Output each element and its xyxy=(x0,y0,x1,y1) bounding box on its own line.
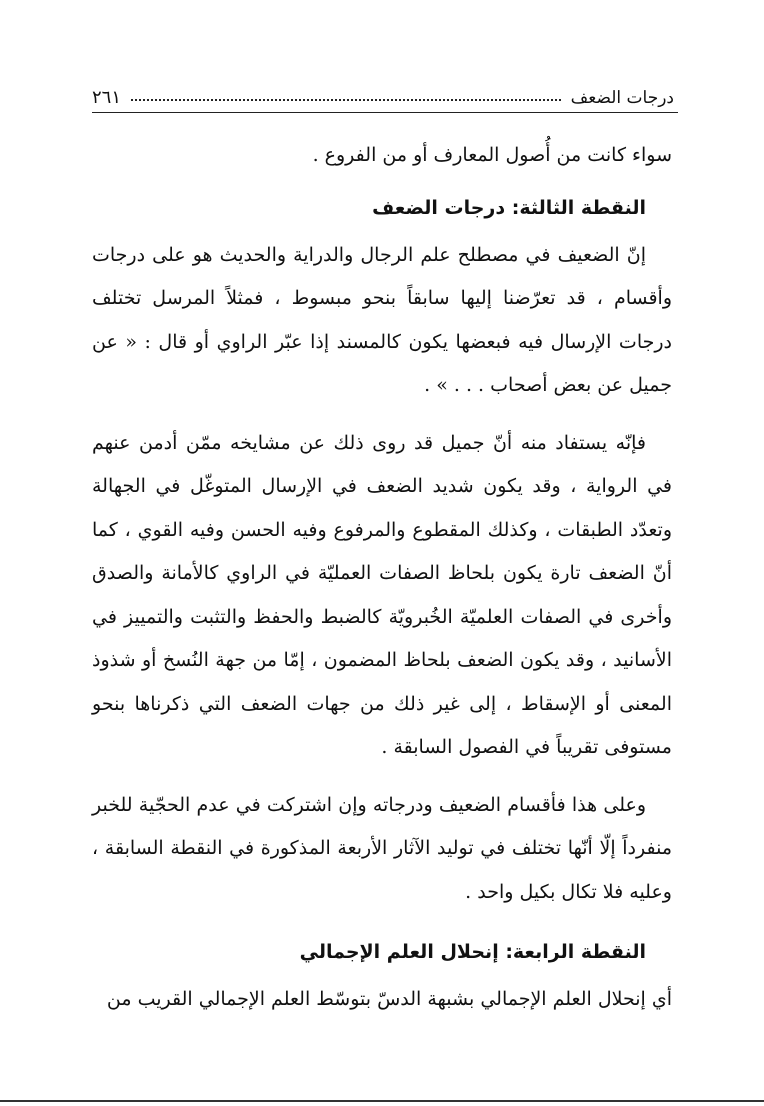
paragraph-3: وعلى هذا فأقسام الضعيف ودرجاته وإن اشتركت في عدم الحجّية للخبر منفرداً إلّا أنّها تختلف في توليد الآثار الأربعة المذكورة في النقطة السابقة ، وعليه فلا تكال بكيل واحد . xyxy=(92,793,672,903)
dotted-leader xyxy=(131,99,561,101)
paragraph-2: فإنّه يستفاد منه أنّ جميل قد روى ذلك عن مشايخه ممّن أدمن عنهم في الرواية ، وقد يكون شديد الضعف في الإرسال المتوغّل في الجهالة وتعدّد الطبقات ، وكذلك المقطوع والمرفوع وفيه الحسن وفيه القوي ، كما أنّ الضعف تارة يكون بلحاظ الصفات العمليّة في الراوي كالأمانة والصدق وأخرى في الصفات العلميّة الخُبرويّة كالضبط والحفظ والتثبت والتمييز في الأسانيد ، وقد يكون الضعف بلحاظ المضمون ، إمّا من جهة النُسخ أو شذوذ المعنى أو الإسقاط ، إلى غير ذلك من جهات الضعف التي ذكرناها بنحو مستوفى تقريباً في الفصول السابقة . xyxy=(92,431,672,758)
paragraph-1: إنّ الضعيف في مصطلح علم الرجال والدراية والحديث هو على درجات وأقسام ، قد تعرّضنا إليها سابقاً بنحو مبسوط ، فمثلاً المرسل تختلف درجات الإرسال فيه فبعضها يكون كالمسند إذا عبّر الراوي أو قال : « عن جميل عن بعض أصحاب . . . » . xyxy=(92,243,672,396)
intro-line: سواء كانت من أُصول المعارف أو من الفروع . xyxy=(312,144,672,166)
page-number: ٢٦١ xyxy=(92,87,122,108)
header-rule xyxy=(92,112,678,113)
bottom-edge-rule xyxy=(0,1100,764,1102)
paragraph-4: أي إنحلال العلم الإجمالي بشبهة الدسّ بتوسّط العلم الإجمالي القريب من xyxy=(106,988,672,1010)
running-header-title: درجات الضعف xyxy=(570,88,674,108)
running-header xyxy=(92,78,674,108)
section-heading-fourth: النقطة الرابعة: إنحلال العلم الإجمالي xyxy=(299,941,646,963)
page-body xyxy=(92,134,672,1022)
section-heading-third: النقطة الثالثة: درجات الضعف xyxy=(372,196,646,219)
